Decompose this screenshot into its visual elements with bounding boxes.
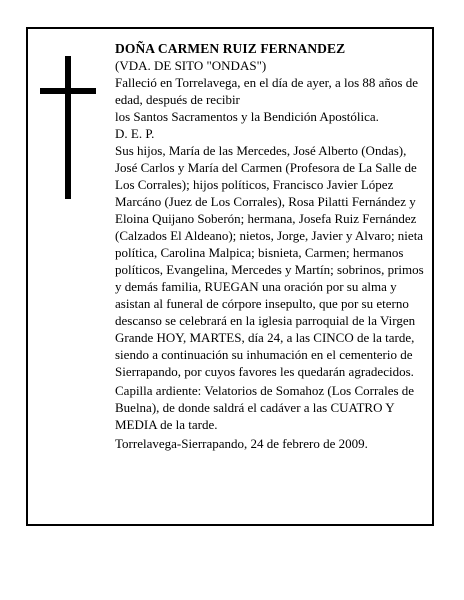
latin-cross-icon — [40, 56, 96, 199]
dep-line: D. E. P. — [115, 126, 155, 141]
chapel-paragraph: Capilla ardiente: Velatorios de Somahoz (Los Corrales de Buelna), de donde saldrá el cadáver a las CUATRO Y MEDIA de la tarde. — [115, 383, 415, 432]
cross-horizontal-bar — [40, 88, 96, 94]
widow-of-line: (VDA. DE SITO "ONDAS") — [115, 58, 267, 73]
cross-vertical-bar — [65, 56, 71, 199]
death-announcement: Falleció en Torrelavega, en el día de ayer, a los 88 años de edad, después de recibir — [115, 75, 418, 107]
place-date-line: Torrelavega-Sierrapando, 24 de febrero de 2009. — [115, 436, 368, 451]
obituary-notice — [26, 27, 434, 526]
notice-content — [115, 40, 425, 452]
deceased-name: DOÑA CARMEN RUIZ FERNANDEZ — [115, 41, 346, 56]
sacraments-line: los Santos Sacramentos y la Bendición Apostólica. — [115, 109, 379, 124]
family-paragraph: Sus hijos, María de las Mercedes, José Alberto (Ondas), José Carlos y María del Carmen (Profesora de La Salle de Los Corrales); hijos políticos, Francisco Javier López Marcáno (Juez de Los Corrales), Rosa Pilatti Fernández y Eloina Quijano Soberón; hermana, Josefa Ruiz Fernández (Calzados El Aldeano); nietos, Jorge, Javier y Alvaro; nieta política, Carolina Malpica; bisnieta, Carmen; hermanos políticos, Evangelina, Mercedes y Martín; sobrinos, primos y demás familia, RUEGAN una oración por su alma y asistan al funeral de córpore insepulto, que por su eterno descanso se celebrará en la iglesia parroquial de la Virgen Grande HOY, MARTES, día 24, a las CINCO de la tarde, siendo a continuación su inhumación en el cementerio de Sierrapando, por cuyos favores les quedarán agradecidos. — [115, 143, 424, 379]
